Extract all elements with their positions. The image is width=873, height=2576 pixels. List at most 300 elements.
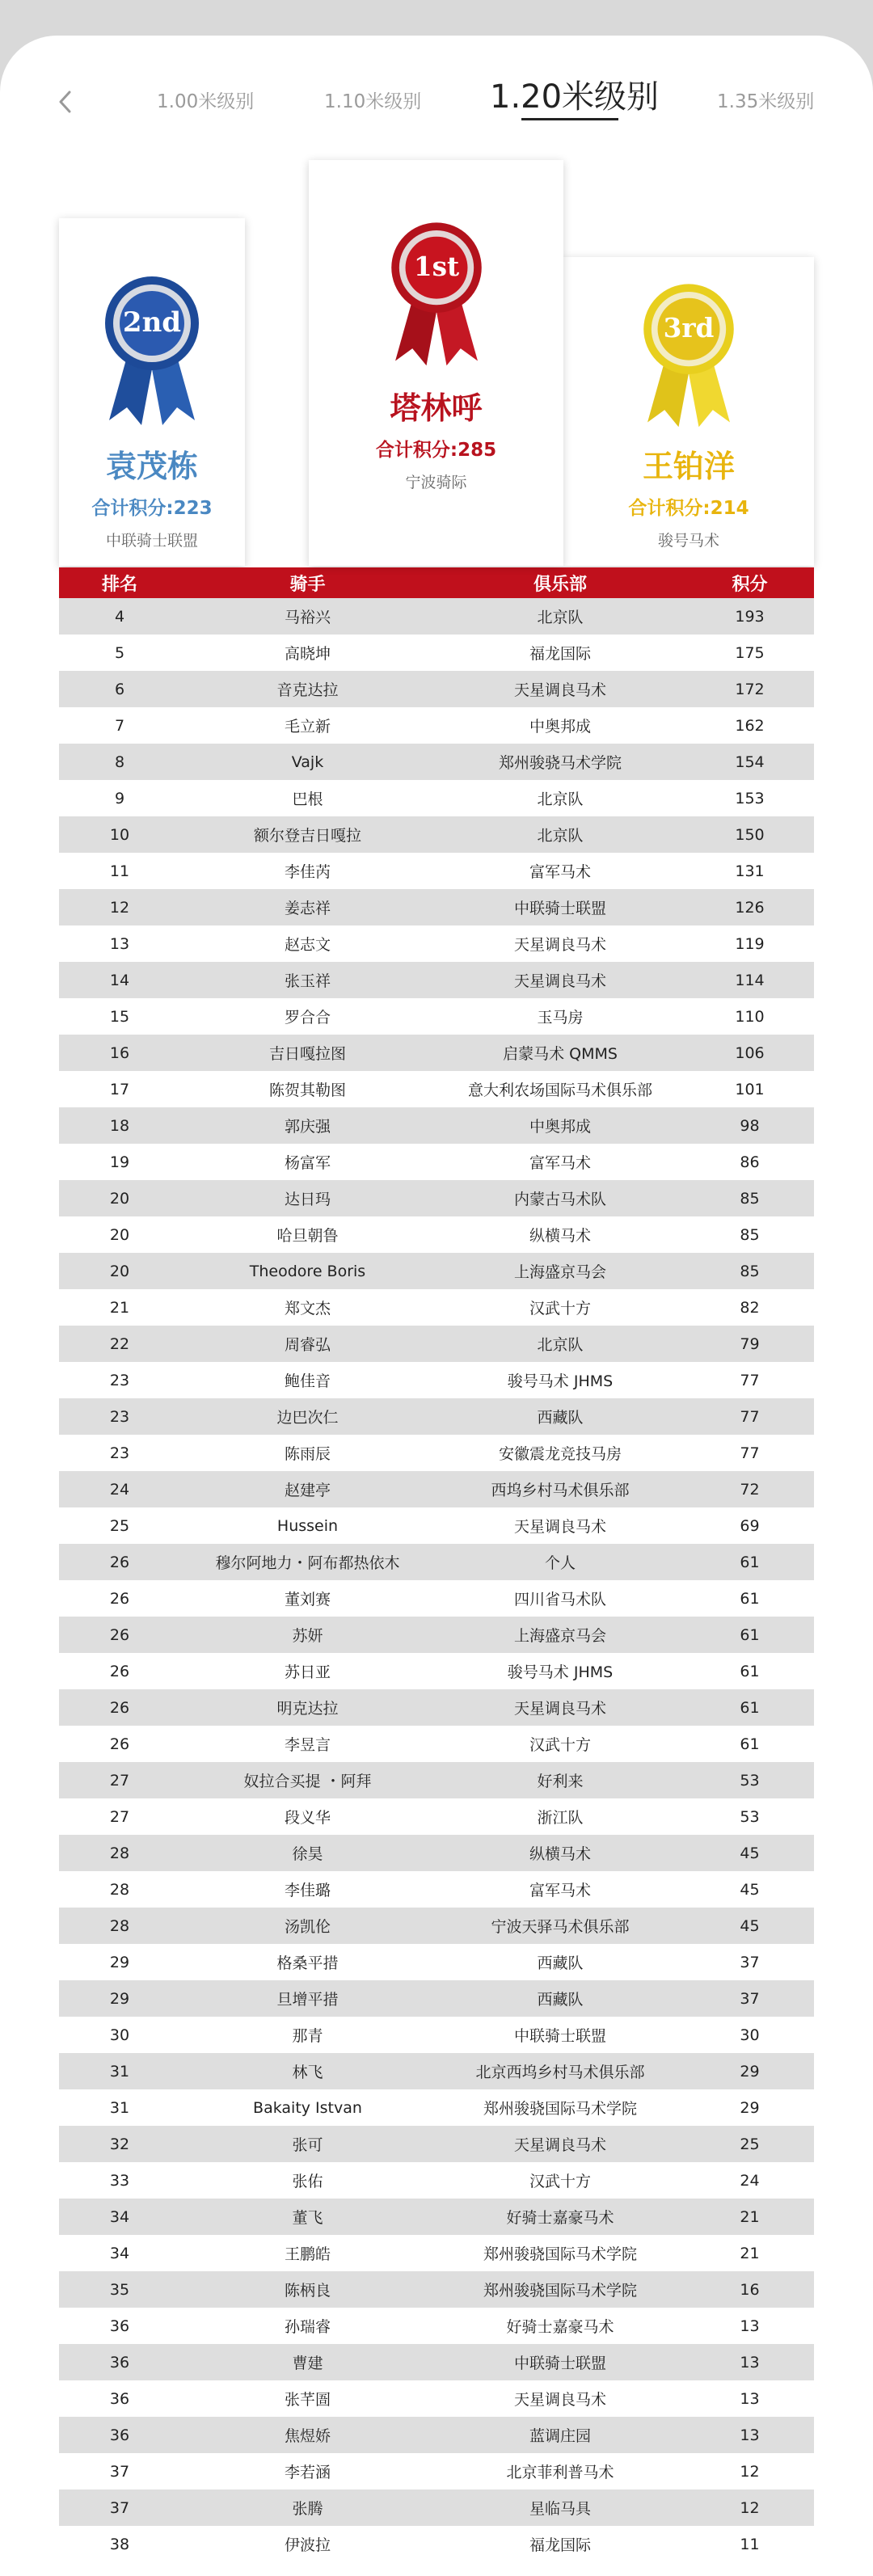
rank-cell: 36 [109,2317,130,2335]
points-cell: 119 [735,934,765,953]
rider-cell: 伊波拉 [284,2536,331,2554]
rank-cell: 26 [109,1625,130,1644]
rider-cell: 董飞 [292,2209,323,2227]
table-row [59,998,814,1035]
table-row [59,598,814,635]
points-cell: 114 [735,971,765,989]
points-cell: 37 [740,1953,760,1971]
rider-cell: 徐昊 [292,1845,323,1863]
club-cell: 汉武十方 [529,1300,591,1318]
club-cell: 汉武十方 [529,2173,591,2190]
club-cell: 启蒙马术 QMMS [503,1045,618,1063]
points-cell: 30 [740,2026,760,2044]
points-cell: 21 [740,2207,760,2226]
rider-cell: 边巴次仁 [276,1409,339,1427]
header-club: 俱乐部 [533,574,587,595]
rider-cell: 郑文杰 [284,1300,331,1318]
rank-cell: 28 [109,1844,130,1862]
rank-cell: 20 [109,1262,130,1280]
rank-cell: 38 [109,2535,130,2553]
rank-cell: 28 [109,1916,130,1935]
club-cell: 四川省马术队 [513,1591,606,1608]
rank-cell: 23 [109,1371,130,1389]
club-cell: 福龙国际 [529,2536,591,2554]
third-club: 骏号马术 [657,532,719,550]
table-row [59,2199,814,2235]
rider-cell: 苏妍 [292,1627,323,1645]
rider-cell: 罗合合 [284,1009,331,1027]
third-place-ribbon-icon [639,272,740,433]
rank-cell: 37 [109,2498,130,2517]
table-row [59,2417,814,2453]
club-cell: 浙江队 [537,1809,584,1827]
table-row [59,707,814,744]
points-cell: 150 [735,825,765,844]
table-row [59,1035,814,1071]
club-cell: 福龙国际 [529,645,591,663]
rider-cell: 杨富军 [284,1154,331,1172]
rider-cell: 李佳璐 [284,1882,331,1899]
rider-cell: 张腾 [292,2500,323,2518]
tab-1-35m[interactable]: 1.35米级别 [717,91,815,112]
rank-cell: 25 [109,1516,130,1535]
club-cell: 天星调良马术 [513,1518,606,1536]
rank-cell: 31 [109,2062,130,2081]
table-row [59,1471,814,1507]
table-row [59,1762,814,1798]
table-row [59,1871,814,1908]
rank-cell: 4 [114,607,125,626]
rider-cell: 毛立新 [284,718,331,736]
rank-cell: 22 [109,1334,130,1353]
table-row [59,1398,814,1435]
club-cell: 北京西坞乡村马术俱乐部 [475,2064,645,2081]
table-row [59,635,814,671]
points-cell: 53 [740,1771,760,1790]
table-row [59,2053,814,2089]
table-row [59,925,814,962]
rider-cell: Theodore Boris [249,1262,366,1280]
tab-1-20m[interactable]: 1.20米级别 [490,78,660,116]
club-cell: 郑州骏骁国际马术学院 [483,2100,637,2118]
rank-cell: 19 [109,1153,130,1171]
rider-cell: 汤凯伦 [284,1918,331,1936]
points-cell: 77 [740,1371,760,1389]
rank-cell: 29 [109,1953,130,1971]
rider-cell: 鲍佳音 [284,1372,331,1390]
club-cell: 天星调良马术 [513,2391,606,2409]
points-cell: 29 [740,2062,760,2081]
active-tab-indicator [521,118,618,120]
club-cell: 天星调良马术 [513,2136,606,2154]
rank-cell: 20 [109,1189,130,1208]
rider-cell: Vajk [291,753,324,771]
club-cell: 西藏队 [537,1954,584,1972]
ranking-table [59,567,814,2562]
points-cell: 61 [740,1589,760,1608]
rank-cell: 28 [109,1880,130,1899]
table-row [59,2490,814,2526]
rank-cell: 37 [109,2462,130,2481]
rank-cell: 7 [114,716,125,735]
rider-cell: 陈贺其勒图 [268,1081,346,1099]
club-cell: 中奥邦成 [529,1118,591,1136]
points-cell: 11 [740,2535,760,2553]
rider-cell: 达日玛 [284,1191,331,1208]
rank-cell: 35 [109,2280,130,2299]
rider-cell: 额尔登吉日嘎拉 [253,827,361,845]
rank-cell: 20 [109,1225,130,1244]
table-row [59,1289,814,1326]
table-row [59,2089,814,2126]
table-row [59,671,814,707]
table-body [59,598,814,2562]
rank-cell: 12 [109,898,130,917]
table-row [59,1326,814,1362]
club-cell: 骏号马术 JHMS [507,1663,614,1681]
rank-badge-text: 3rd [663,311,715,344]
rider-cell: 格桑平措 [276,1954,339,1972]
rider-cell: 张可 [292,2136,323,2154]
points-cell: 13 [740,2353,760,2372]
rank-cell: 14 [109,971,130,989]
points-cell: 61 [740,1625,760,1644]
points-cell: 85 [740,1262,760,1280]
header-rank: 排名 [101,574,137,595]
rider-cell: 郭庆强 [284,1118,331,1136]
rank-cell: 6 [114,680,125,698]
points-cell: 72 [740,1480,760,1499]
rider-cell: 董刘赛 [284,1591,331,1608]
table-row [59,1071,814,1107]
rank-cell: 11 [109,862,130,880]
club-cell: 北京队 [537,827,584,845]
second-club: 中联骑士联盟 [105,532,198,550]
rider-cell: Hussein [276,1516,339,1535]
points-cell: 61 [740,1735,760,1753]
club-cell: 天星调良马术 [513,681,606,699]
club-cell: 安徽震龙竞技马房 [498,1445,622,1463]
club-cell: 西坞乡村马术俱乐部 [491,1482,630,1499]
club-cell: 西藏队 [537,1409,584,1427]
table-row [59,1580,814,1617]
table-row [59,2162,814,2199]
points-cell: 45 [740,1880,760,1899]
table-row [59,744,814,780]
table-row [59,2017,814,2053]
club-cell: 郑州骏骁马术学院 [498,754,622,772]
club-cell: 宁波天驿马术俱乐部 [491,1918,630,1936]
table-row [59,2126,814,2162]
club-cell: 北京队 [537,609,584,626]
podium-second [59,218,245,566]
rank-cell: 17 [109,1080,130,1098]
points-cell: 172 [735,680,765,698]
points-cell: 25 [740,2135,760,2153]
tab-1-10m[interactable]: 1.10米级别 [324,91,422,112]
second-place-ribbon-icon [99,267,205,428]
rank-cell: 27 [109,1807,130,1826]
points-cell: 12 [740,2498,760,2517]
club-cell: 蓝调庄园 [529,2427,591,2445]
club-cell: 天星调良马术 [513,972,606,990]
points-cell: 24 [740,2171,760,2190]
points-cell: 61 [740,1662,760,1680]
third-name: 王铂洋 [642,449,735,484]
table-row [59,962,814,998]
points-cell: 154 [735,753,765,771]
rider-cell: 王鹏皓 [284,2245,331,2263]
points-cell: 79 [740,1334,760,1353]
club-cell: 骏号马术 JHMS [507,1372,614,1390]
rank-cell: 26 [109,1662,130,1680]
club-cell: 富军马术 [529,863,591,881]
rider-cell: 李昱言 [284,1736,331,1754]
rider-cell: 姜志祥 [284,900,331,917]
table-row [59,853,814,889]
table-row [59,1435,814,1471]
first-club: 宁波骑际 [405,474,467,491]
rank-cell: 8 [114,753,125,771]
first-score: 合计积分:285 [375,440,497,461]
rank-cell: 36 [109,2389,130,2408]
table-row [59,2453,814,2490]
rider-cell: 明克达拉 [276,1700,339,1718]
rank-cell: 26 [109,1553,130,1571]
header-points: 积分 [732,574,768,595]
rider-cell: 陈雨辰 [284,1445,331,1463]
club-cell: 天星调良马术 [513,1700,606,1718]
club-cell: 北京队 [537,791,584,808]
points-cell: 131 [735,862,765,880]
points-cell: 77 [740,1444,760,1462]
table-row [59,1726,814,1762]
points-cell: 106 [735,1043,765,1062]
podium-first [309,160,563,566]
rider-cell: 赵志文 [284,936,331,954]
club-cell: 郑州骏骁国际马术学院 [483,2245,637,2263]
rank-cell: 16 [109,1043,130,1062]
table-row [59,889,814,925]
rider-cell: 那青 [292,2027,323,2045]
rider-cell: 赵建亭 [284,1482,331,1499]
points-cell: 86 [740,1153,760,1171]
rank-badge-text: 2nd [122,306,182,339]
table-row [59,1617,814,1653]
table-row [59,780,814,816]
second-name: 袁茂栋 [105,449,198,484]
club-cell: 玉马房 [537,1009,584,1027]
points-cell: 193 [735,607,765,626]
points-cell: 53 [740,1807,760,1826]
club-cell: 好骑士嘉豪马术 [506,2318,614,2336]
points-cell: 16 [740,2280,760,2299]
rank-cell: 21 [109,1298,130,1317]
rider-cell: 奴拉合买提 ・阿拜 [243,1773,372,1790]
rank-cell: 26 [109,1698,130,1717]
points-cell: 61 [740,1698,760,1717]
club-cell: 好利来 [537,1773,584,1790]
points-cell: 82 [740,1298,760,1317]
club-cell: 内蒙古马术队 [513,1191,606,1208]
table-row [59,1107,814,1144]
rider-cell: 吉日嘎拉图 [268,1045,346,1063]
rider-cell: 张芊圄 [284,2391,331,2409]
points-cell: 153 [735,789,765,807]
rider-cell: 周睿弘 [284,1336,331,1354]
table-row [59,1507,814,1544]
club-cell: 中奥邦成 [529,718,591,736]
points-cell: 69 [740,1516,760,1535]
points-cell: 29 [740,2098,760,2117]
rank-cell: 24 [109,1480,130,1499]
club-cell: 郑州骏骁国际马术学院 [483,2282,637,2300]
table-row [59,2526,814,2562]
rider-cell: 旦增平措 [276,1991,339,2009]
rank-cell: 34 [109,2244,130,2262]
rank-cell: 34 [109,2207,130,2226]
points-cell: 175 [735,643,765,662]
table-row [59,1253,814,1289]
points-cell: 110 [735,1007,765,1026]
rider-cell: 音克达拉 [276,681,339,699]
club-cell: 北京菲利普马术 [506,2464,614,2481]
club-cell: 中联骑士联盟 [513,2355,606,2372]
rank-cell: 36 [109,2353,130,2372]
rider-cell: 李佳芮 [284,863,331,881]
rank-cell: 9 [114,789,125,807]
rank-cell: 15 [109,1007,130,1026]
points-cell: 162 [735,716,765,735]
rank-cell: 10 [109,825,130,844]
table-row [59,1944,814,1980]
rank-cell: 27 [109,1771,130,1790]
rider-cell: Bakaity Istvan [253,2098,362,2117]
points-cell: 77 [740,1407,760,1426]
podium-third [563,257,814,566]
table-row [59,1544,814,1580]
rider-cell: 高晓坤 [284,645,331,663]
points-cell: 85 [740,1225,760,1244]
points-cell: 85 [740,1189,760,1208]
rank-cell: 31 [109,2098,130,2117]
rider-cell: 林飞 [292,2064,323,2081]
table-row [59,1362,814,1398]
club-cell: 富军马术 [529,1154,591,1172]
rider-cell: 陈柄良 [284,2282,331,2300]
rank-cell: 23 [109,1407,130,1426]
club-cell: 纵横马术 [529,1227,591,1245]
table-row [59,2235,814,2271]
club-cell: 个人 [544,1554,576,1572]
table-row [59,2380,814,2417]
rank-cell: 30 [109,2026,130,2044]
points-cell: 13 [740,2426,760,2444]
rank-cell: 26 [109,1589,130,1608]
club-cell: 中联骑士联盟 [513,2027,606,2045]
rider-cell: 苏日亚 [284,1663,331,1681]
rider-cell: 巴根 [292,791,323,808]
first-name: 塔林呼 [390,390,483,426]
rank-badge-text: 1st [413,250,459,282]
club-cell: 天星调良马术 [513,936,606,954]
table-row [59,1216,814,1253]
rider-cell: 曹建 [292,2355,323,2372]
rank-cell: 18 [109,1116,130,1135]
rank-cell: 32 [109,2135,130,2153]
table-row [59,1689,814,1726]
header-rider: 骑手 [289,574,326,595]
points-cell: 13 [740,2389,760,2408]
club-cell: 上海盛京马会 [513,1263,606,1281]
club-cell: 中联骑士联盟 [513,900,606,917]
rider-cell: 孙瑞睿 [284,2318,331,2336]
rider-cell: 李若涵 [284,2464,331,2481]
club-cell: 富军马术 [529,1882,591,1899]
table-row [59,2308,814,2344]
first-place-ribbon-icon [386,210,487,372]
table-row [59,1980,814,2017]
second-score: 合计积分:223 [91,498,213,519]
rider-cell: 张佑 [292,2173,323,2190]
table-row [59,1835,814,1871]
rank-cell: 5 [114,643,125,662]
club-cell: 意大利农场国际马术俱乐部 [467,1081,652,1099]
points-cell: 126 [735,898,765,917]
rider-cell: 焦煜娇 [284,2427,331,2445]
table-row [59,1908,814,1944]
rank-cell: 36 [109,2426,130,2444]
table-row [59,1798,814,1835]
third-score: 合计积分:214 [628,498,749,519]
table-row [59,2271,814,2308]
table-row [59,816,814,853]
rank-cell: 33 [109,2171,130,2190]
points-cell: 37 [740,1989,760,2008]
rank-cell: 26 [109,1735,130,1753]
club-cell: 好骑士嘉豪马术 [506,2209,614,2227]
club-cell: 西藏队 [537,1991,584,2009]
tab-1-00m[interactable]: 1.00米级别 [157,91,255,112]
points-cell: 21 [740,2244,760,2262]
points-cell: 45 [740,1844,760,1862]
rider-cell: 马裕兴 [284,609,331,626]
club-cell: 上海盛京马会 [513,1627,606,1645]
rider-cell: 张玉祥 [284,972,331,990]
points-cell: 101 [735,1080,765,1098]
club-cell: 纵横马术 [529,1845,591,1863]
rank-cell: 23 [109,1444,130,1462]
rider-cell: 穆尔阿地力・阿布都热依木 [215,1554,400,1572]
table-row [59,2344,814,2380]
rider-cell: 哈旦朝鲁 [276,1227,339,1245]
back-button[interactable] [53,86,78,118]
table-row [59,1653,814,1689]
table-row [59,1144,814,1180]
rank-cell: 29 [109,1989,130,2008]
points-cell: 13 [740,2317,760,2335]
rider-cell: 段义华 [284,1809,331,1827]
table-header [59,567,814,598]
points-cell: 12 [740,2462,760,2481]
points-cell: 61 [740,1553,760,1571]
table-row [59,1180,814,1216]
club-cell: 北京队 [537,1336,584,1354]
club-cell: 星临马具 [529,2500,591,2518]
club-cell: 汉武十方 [529,1736,591,1754]
rank-cell: 13 [109,934,130,953]
chevron-left-icon [53,86,78,118]
